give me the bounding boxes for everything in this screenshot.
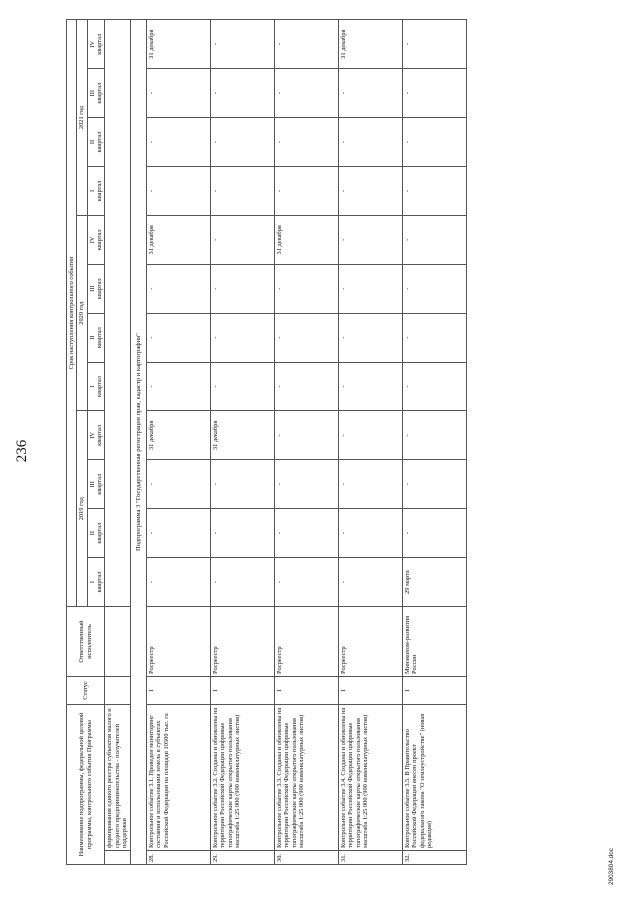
quarter-value: - xyxy=(275,118,339,167)
quarter-value: - xyxy=(147,313,211,362)
quarter-value: - xyxy=(403,264,467,313)
quarter-value: - xyxy=(211,20,275,69)
quarter-word: квартал xyxy=(96,131,104,153)
event-name: Контрольное событие 3.4. Созданы и обновлены на территории Российской Федерации цифровые топографические карты открытого пользования масштаба 1:25 000 (900 номенклатурных листов) xyxy=(339,705,403,851)
quarter-value: - xyxy=(339,264,403,313)
quarter-value: - xyxy=(339,411,403,460)
quarter-value: - xyxy=(211,69,275,118)
header-year-2019: 2019 год xyxy=(77,411,87,607)
quarter-value: 31 декабря xyxy=(147,411,211,460)
header-quarter xyxy=(87,509,105,558)
event-executor: Росреестр xyxy=(339,607,403,677)
quarter-number: III xyxy=(88,481,96,488)
quarter-value: - xyxy=(403,509,467,558)
quarter-value: - xyxy=(211,264,275,313)
header-quarter xyxy=(87,20,105,69)
header-year-2021: 2021 год xyxy=(77,20,87,216)
header-quarter xyxy=(87,460,105,509)
quarter-value: - xyxy=(403,69,467,118)
quarter-word: квартал xyxy=(96,424,104,446)
quarter-value: - xyxy=(339,69,403,118)
quarter-value: - xyxy=(339,313,403,362)
quarter-value: - xyxy=(275,509,339,558)
event-name: Контрольное событие 3.2. Созданы и обновлены на территории Российской Федерации цифровые топографические карты открытого пользования масштаба 1:25 000 (900 номенклатурных листов) xyxy=(211,705,275,851)
event-executor: Росреестр xyxy=(211,607,275,677)
file-name: 2903804.doc xyxy=(608,848,615,885)
quarter-value: - xyxy=(275,264,339,313)
event-executor: Росреестр xyxy=(275,607,339,677)
quarter-value: - xyxy=(147,118,211,167)
quarter-value: - xyxy=(403,118,467,167)
quarter-value: - xyxy=(403,362,467,411)
quarter-word: квартал xyxy=(96,522,104,544)
quarter-value: 31 декабря xyxy=(147,20,211,69)
quarter-number: IV xyxy=(88,40,96,48)
quarter-value: - xyxy=(275,362,339,411)
quarter-value: - xyxy=(275,166,339,215)
quarter-number: I xyxy=(88,580,96,584)
quarter-value: - xyxy=(147,460,211,509)
quarter-value: - xyxy=(339,118,403,167)
header-executor: Ответственный исполнитель xyxy=(67,607,105,677)
quarter-value: - xyxy=(275,69,339,118)
control-events-table xyxy=(66,19,467,865)
quarter-value: - xyxy=(339,362,403,411)
quarter-word: квартал xyxy=(96,473,104,495)
quarter-value: - xyxy=(211,558,275,607)
quarter-value: - xyxy=(147,509,211,558)
quarter-word: квартал xyxy=(96,33,104,55)
quarter-word: квартал xyxy=(96,571,104,593)
row-number: 31. xyxy=(339,851,403,865)
quarter-value: - xyxy=(339,558,403,607)
table-row xyxy=(275,20,339,865)
quarter-number: II xyxy=(88,139,96,145)
quarter-value: - xyxy=(275,558,339,607)
event-executor: Минэконом-развития России xyxy=(403,607,467,677)
row-number: 29. xyxy=(211,851,275,865)
quarter-value: - xyxy=(275,460,339,509)
quarter-value: - xyxy=(403,460,467,509)
quarter-value: - xyxy=(147,362,211,411)
quarter-word: квартал xyxy=(96,82,104,104)
quarter-value: - xyxy=(339,509,403,558)
quarter-value: - xyxy=(211,509,275,558)
quarter-number: II xyxy=(88,335,96,340)
quarter-value: - xyxy=(147,166,211,215)
table-row xyxy=(147,20,211,865)
quarter-value: - xyxy=(339,460,403,509)
header-quarter xyxy=(87,313,105,362)
quarter-value: - xyxy=(403,20,467,69)
quarter-value: 31 декабря xyxy=(147,215,211,264)
quarter-value: - xyxy=(147,69,211,118)
quarter-word: квартал xyxy=(96,278,104,300)
quarter-number: IV xyxy=(88,432,96,439)
subprogram-title: Подпрограмма 3 "Государственная регистрация прав, кадастр и картография" xyxy=(130,20,147,865)
header-quarter xyxy=(87,166,105,215)
quarter-value: - xyxy=(147,264,211,313)
quarter-value: 31 декабря xyxy=(211,411,275,460)
quarter-word: квартал xyxy=(96,180,104,202)
quarter-number: I xyxy=(88,189,96,192)
quarter-number: III xyxy=(88,89,96,97)
header-term: Срок наступления контрольного события xyxy=(67,20,77,607)
quarter-value: - xyxy=(339,215,403,264)
header-name: Наименование подпрограммы, федеральной целевой программы, контрольного события Программы xyxy=(67,705,105,865)
header-quarter xyxy=(87,362,105,411)
quarter-value: - xyxy=(275,411,339,460)
header-quarter xyxy=(87,69,105,118)
event-status: 1 xyxy=(339,677,403,705)
quarter-value: - xyxy=(147,558,211,607)
quarter-value: - xyxy=(339,166,403,215)
event-name: Контрольное событие 3.3. Созданы и обновлены на территории Российской Федерации цифровые топографические карты открытого пользования масштаба 1:25 000 (900 номенклатурных листов) xyxy=(275,705,339,851)
header-quarter xyxy=(87,118,105,167)
header-status: Статус xyxy=(67,677,105,705)
quarter-value: - xyxy=(403,313,467,362)
row-number: 32. xyxy=(403,851,467,865)
quarter-number: I xyxy=(88,385,96,388)
event-name: Контрольное событие 3.1. Проведен мониторинг состояния и использования земель в субъектах Российской Федерации на площади 10500 тыс. га xyxy=(147,705,211,851)
event-name: Контрольное событие 3.5. В Правительство Российской Федерации внесен проект федерального закона "О землеустройстве" (новая редакция) xyxy=(403,705,467,851)
quarter-value: 29 марта xyxy=(403,558,467,607)
quarter-value: - xyxy=(403,166,467,215)
quarter-word: квартал xyxy=(96,229,104,251)
quarter-value: - xyxy=(211,313,275,362)
quarter-value: 31 декабря xyxy=(275,215,339,264)
event-status: 1 xyxy=(275,677,339,705)
header-quarter xyxy=(87,411,105,460)
table-row xyxy=(403,20,467,865)
quarter-number: III xyxy=(88,285,96,292)
quarter-number: IV xyxy=(88,236,96,244)
event-status: 1 xyxy=(211,677,275,705)
quarter-value: - xyxy=(211,166,275,215)
row-number: 28. xyxy=(147,851,211,865)
event-status: 1 xyxy=(147,677,211,705)
quarter-value: - xyxy=(275,20,339,69)
row-number: 30. xyxy=(275,851,339,865)
quarter-value: - xyxy=(211,362,275,411)
table-row xyxy=(339,20,403,865)
quarter-value: - xyxy=(403,411,467,460)
event-status: 1 xyxy=(403,677,467,705)
event-executor: Росреестр xyxy=(147,607,211,677)
header-quarter xyxy=(87,558,105,607)
quarter-number: II xyxy=(88,531,96,536)
header-quarter xyxy=(87,264,105,313)
carry-over-text: формирования единого реестра субъектов малого и среднего предпринимательства - получателей поддержки xyxy=(105,705,130,851)
page-number: 236 xyxy=(14,439,30,463)
table-row xyxy=(211,20,275,865)
header-year-2020: 2020 год xyxy=(77,215,87,411)
quarter-value: 31 декабря xyxy=(339,20,403,69)
quarter-value: - xyxy=(403,215,467,264)
quarter-value: - xyxy=(275,313,339,362)
quarter-value: - xyxy=(211,118,275,167)
quarter-value: - xyxy=(211,460,275,509)
quarter-word: квартал xyxy=(96,376,104,397)
header-quarter xyxy=(87,215,105,264)
quarter-word: квартал xyxy=(96,327,104,349)
quarter-value: - xyxy=(211,215,275,264)
